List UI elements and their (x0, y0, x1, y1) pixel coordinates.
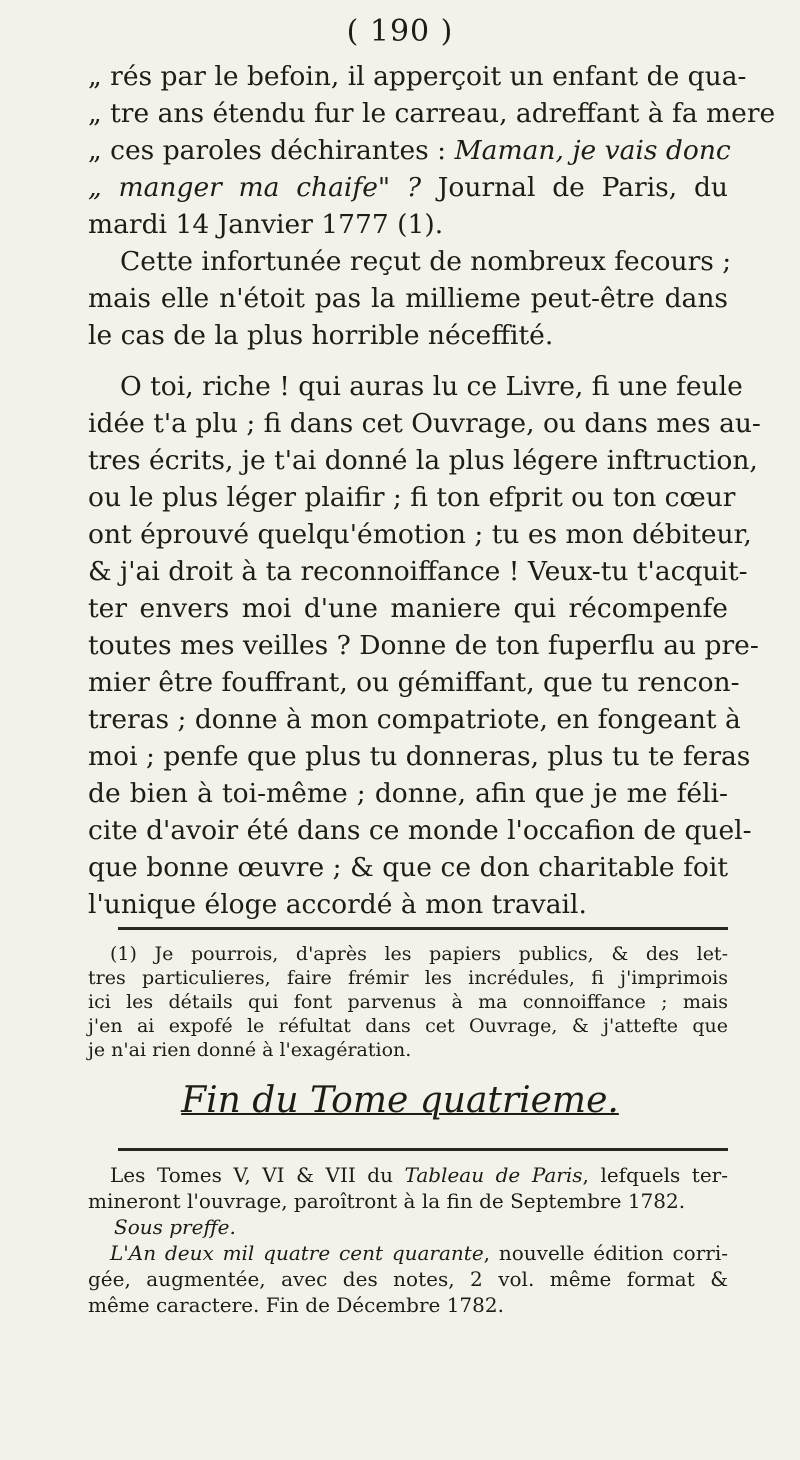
paragraph-line: mais elle n'étoit pas la millieme peut-être dans (88, 283, 728, 314)
paragraph-line: treras ; donne à mon compatriote, en fongeant à (88, 704, 741, 735)
page-number: ( 190 ) (346, 14, 454, 49)
quote-line: „ ces paroles déchirantes : Maman, je vais donc (88, 135, 731, 166)
announce-line: même caractere. Fin de Décembre 1782. (88, 1293, 504, 1317)
quote-source: mardi 14 Janvier 1777 (1). (88, 209, 444, 240)
paragraph-line: cite d'avoir été dans ce monde l'occafion de quel- (88, 815, 752, 846)
quotation-block (88, 58, 776, 243)
paragraph-line: ou le plus léger plaifir ; fi ton efprit ou ton cœur (88, 482, 736, 513)
paragraph-line: O toi, riche ! qui auras lu ce Livre, fi une feule (120, 371, 743, 402)
paragraph-line: idée t'a plu ; fi dans cet Ouvrage, ou dans mes au- (88, 408, 761, 439)
footnote-divider (118, 927, 728, 930)
paragraph-line: moi ; penfe que plus tu donneras, plus tu te feras (88, 741, 751, 772)
publisher-announcement (88, 1162, 728, 1318)
paragraph-line: que bonne œuvre ; & que ce don charitable foit (88, 852, 728, 883)
announcement-divider (118, 1148, 728, 1151)
footnote-line: (1) Je pourrois, d'après les papiers publics, & des let- (110, 943, 728, 965)
footnote-line: je n'ai rien donné à l'exagération. (88, 1039, 412, 1061)
paragraph-line: toutes mes veilles ? Donne de ton fuperflu au pre- (88, 630, 759, 661)
paragraph-line: ter envers moi d'une maniere qui récompenfe (88, 593, 728, 624)
quote-line: „ manger ma chaife" ? Journal de Paris, du (88, 172, 728, 203)
footnote-line: j'en ai expofé le réfultat dans cet Ouvrage, & j'attefte que (88, 1015, 728, 1037)
paragraph-line: & j'ai droit à ta reconnoiffance ! Veux-tu t'acquit- (88, 556, 748, 587)
paragraph-line: l'unique éloge accordé à mon travail. (88, 889, 587, 920)
paragraph-line: mier être fouffrant, ou gémiffant, que tu rencon- (88, 667, 740, 698)
announce-line: L'An deux mil quatre cent quarante, nouvelle édition corri- (110, 1241, 728, 1265)
quote-line: „ rés par le befoin, il apperçoit un enfant de qua- (88, 61, 747, 92)
footnote (88, 942, 728, 1062)
announce-line: gée, augmentée, avec des notes, 2 vol. même format & (88, 1267, 728, 1291)
paragraph-line: tres écrits, je t'ai donné la plus légere inftruction, (88, 445, 758, 476)
announce-line: Sous preffe. (114, 1215, 236, 1239)
announce-line: Les Tomes V, VI & VII du Tableau de Paris, lefquels ter- (110, 1163, 728, 1187)
announce-line: mineront l'ouvrage, paroîtront à la fin de Septembre 1782. (88, 1189, 686, 1213)
paragraph-line: Cette infortunée reçut de nombreux fecours ; (120, 246, 732, 277)
footnote-line: tres particulieres, faire frémir les incrédules, fi j'imprimois (88, 967, 728, 989)
paragraph-1 (88, 243, 732, 354)
paragraph-line: le cas de la plus horrible néceffité. (88, 320, 554, 351)
paragraph-line: ont éprouvé quelqu'émotion ; tu es mon débiteur, (88, 519, 752, 550)
paragraph-line: de bien à toi-même ; donne, afin que je me féli- (88, 778, 728, 809)
end-of-volume-heading: Fin du Tome quatrieme. (181, 1080, 619, 1121)
footnote-line: ici les détails qui font parvenus à ma connoiffance ; mais (88, 991, 728, 1013)
paragraph-2 (88, 368, 761, 923)
quote-line: „ tre ans étendu fur le carreau, adreffant à fa mere (88, 98, 776, 129)
